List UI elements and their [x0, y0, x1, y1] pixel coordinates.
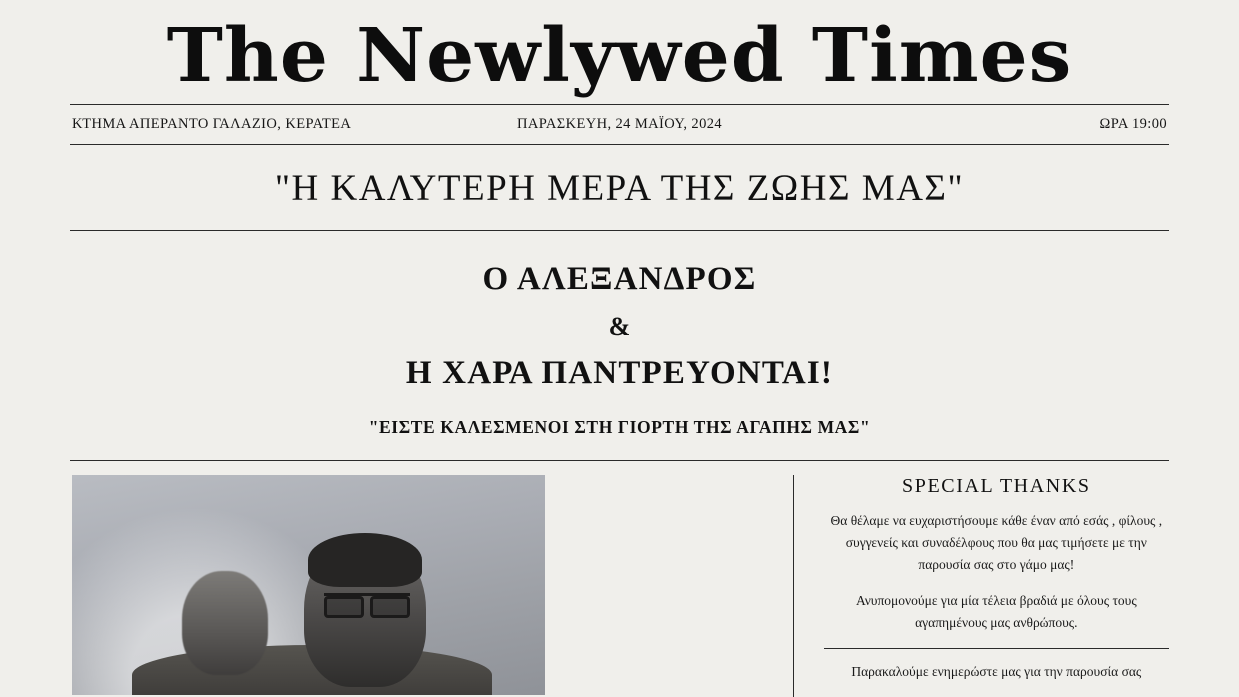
ampersand-symbol: & — [608, 311, 631, 341]
dateline-time: ΩΡΑ 19:00 — [1099, 116, 1167, 132]
special-thanks-column — [793, 475, 1169, 696]
couple-photo — [72, 475, 545, 695]
couple-announcement — [70, 231, 1169, 460]
dateline — [70, 105, 1169, 144]
masthead-title: The Newlywed Times — [166, 13, 1073, 99]
couple-name-second: Η ΧΑΡΑ ΠΑΝΤΡΕΥΟΝΤΑΙ! — [405, 354, 834, 391]
photo-groom-hair-shape — [308, 533, 422, 587]
dateline-date: ΠΑΡΑΣΚΕΥΗ, 24 ΜΑΪΟΥ, 2024 — [516, 116, 723, 132]
lower-section — [70, 461, 1169, 696]
photo-bride-head-shape — [182, 571, 268, 675]
special-thanks-paragraph: Παρακαλούμε ενημερώστε μας για την παρουσία σας — [851, 663, 1142, 679]
dateline-venue: ΚΤΗΜΑ ΑΠΕΡΑΝΤΟ ΓΑΛΑΖΙΟ, ΚΕΡΑΤΕΑ — [72, 116, 352, 132]
masthead — [70, 0, 1169, 104]
invitation-subtitle: "ΕΙΣΤΕ ΚΑΛΕΣΜΕΝΟΙ ΣΤΗ ΓΙΟΡΤΗ ΤΗΣ ΑΓΑΠΗΣ ΜΑΣ" — [368, 417, 871, 438]
couple-name-first: Ο ΑΛΕΞΑΝΔΡΟΣ — [482, 261, 757, 297]
special-thanks-title: SPECIAL THANKS — [902, 475, 1091, 498]
sunglasses-icon — [324, 593, 410, 612]
page-title: "Η ΚΑΛΥΤΕΡΗ ΜΕΡΑ ΤΗΣ ΖΩΗΣ ΜΑΣ" — [274, 168, 965, 209]
photo-column — [70, 475, 793, 696]
special-thanks-paragraph: Θα θέλαμε να ευχαριστήσουμε κάθε έναν από εσάς , φίλους , συγγενείς και συναδέλφους που θα μας τιμήσετε με την παρουσία σας στο γάμο μας! — [830, 513, 1163, 573]
special-thanks-paragraph: Ανυπομονούμε για μία τέλεια βραδιά με όλους τους αγαπημένους μας ανθρώπους. — [855, 593, 1137, 630]
